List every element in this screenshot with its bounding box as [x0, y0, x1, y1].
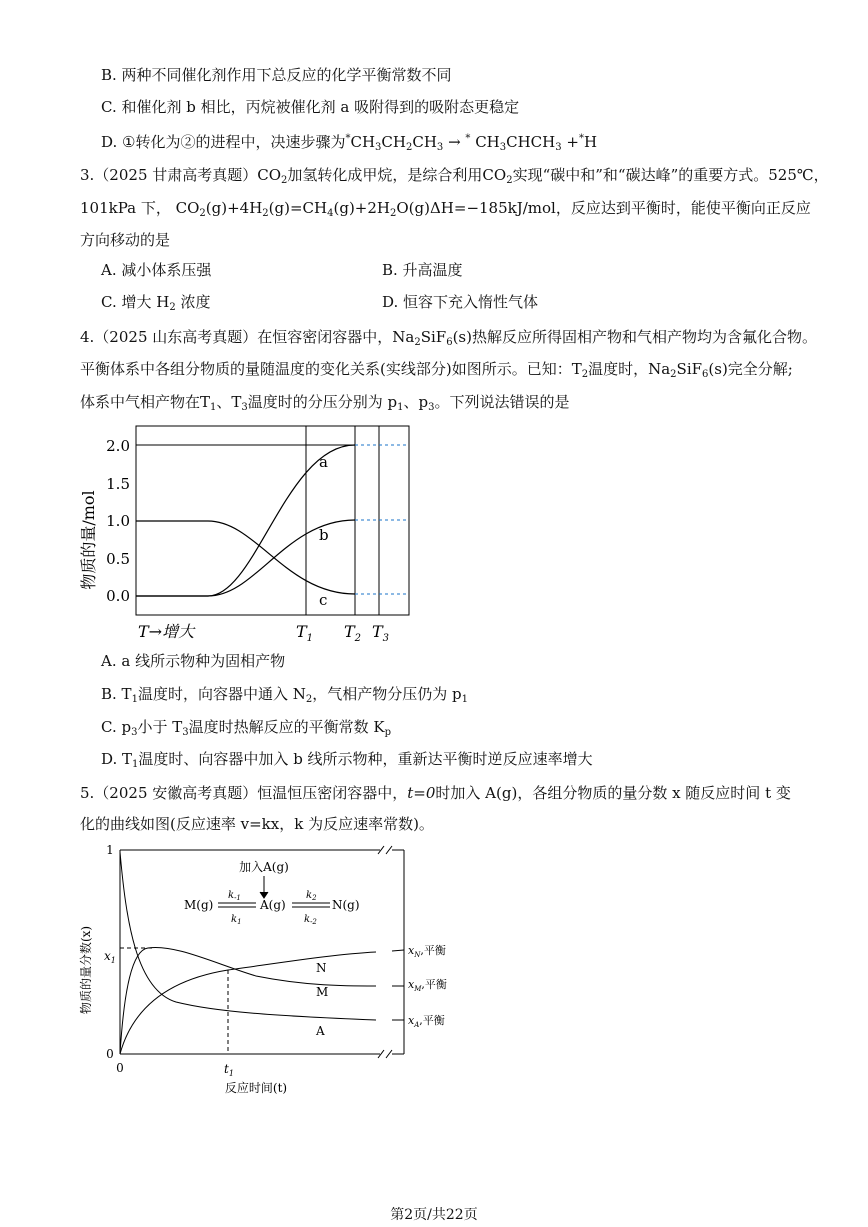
page-footer: 第2页/共22页 — [390, 1207, 478, 1223]
chart2-series-m-line — [120, 947, 376, 1054]
chart2-eq-label-n: $x_N$,平衡 — [408, 944, 446, 959]
chart2-ylabel: 物质的量分数(x) — [79, 925, 93, 1015]
chart2-series-n-label: N — [316, 961, 327, 975]
q4-stem-line1: 4.（2025 山东高考真题）在恒容密闭容器中，$Na_2SiF_6(s)$热解反应所得固相产物和气相产物均为含氟化合物。 — [80, 328, 817, 348]
chart2-xtick-zero: 0 — [116, 1061, 124, 1075]
chart2-scheme-n: N(g) — [332, 898, 360, 912]
chart2-k2: $k_2$ — [306, 890, 317, 902]
q3-option-c: C. 增大 $H_2$ 浓度 — [101, 293, 211, 313]
chart1-ylabel: 物质的量/mol — [79, 490, 98, 590]
q4-stem-line3: 体系中气相产物在$T_1$、$T_3$温度时的分压分别为 $p_1$、$p_3$。下列说法错误的是 — [80, 393, 570, 413]
chart2-eq-label-a: $x_A$,平衡 — [408, 1014, 445, 1029]
q2-option-c: C. 和催化剂 b 相比，丙烷被催化剂 a 吸附得到的吸附态更稳定 — [101, 98, 520, 116]
chart2-series-n-line — [120, 952, 376, 1054]
chart1-xmark-t3: $T_3$ — [372, 622, 390, 644]
chart-mole-fraction-vs-time — [76, 840, 486, 1100]
chart-amount-vs-temperature — [76, 420, 436, 646]
chart2-xlabel: 反应时间(t) — [224, 1081, 288, 1095]
q5-stem-line1: 5.（2025 安徽高考真题）恒温恒压密闭容器中，t=0时加入 A(g)，各组分物质的量分数 x 随反应时间 t 变 — [80, 784, 791, 802]
q3-option-a: A. 减小体系压强 — [101, 261, 212, 279]
chart1-ytick: 1.5 — [106, 475, 130, 493]
q3-stem-line1: 3.（2025 甘肃高考真题）$CO_2$加氢转化成甲烷，是综合利用$CO_2$实现“碳中和”和“碳达峰”的重要方式。525℃， — [80, 166, 829, 186]
chart1-series-a-label: a — [319, 453, 328, 471]
q4-option-b: B. $T_1$温度时，向容器中通入 $N_2$，气相产物分压仍为 $p_1$ — [101, 685, 468, 705]
q2-option-b: B. 两种不同催化剂作用下总反应的化学平衡常数不同 — [101, 66, 452, 84]
chart1-xlabel: T→增大 — [138, 622, 195, 641]
q3-equation: $CO_2(g)+4H_2(g)=CH_4(g)+2H_2O(g)\Delta H=-185kJ$/mol — [175, 199, 556, 219]
chart1-ytick: 2.0 — [106, 437, 130, 455]
chart2-ytick-top: 1 — [106, 843, 114, 857]
q4-option-a: A. a 线所示物种为固相产物 — [101, 652, 286, 670]
chart2-scheme-a: A(g) — [260, 898, 286, 912]
chart1-ytick: 0.0 — [106, 587, 130, 605]
chart2-series-m-label: M — [316, 985, 329, 999]
chart2-k-minus2: $k_{-2}$ — [304, 914, 317, 926]
chart2-k1: $k_1$ — [231, 914, 242, 926]
chart2-t1-label: $t_1$ — [224, 1062, 234, 1078]
chart2-eq-label-m: $x_M$,平衡 — [408, 978, 447, 993]
q4-stem-line2: 平衡体系中各组分物质的量随温度的变化关系(实线部分)如图所示。已知：$T_2$温度时，$Na_2SiF_6(s)$完全分解; — [80, 360, 793, 380]
chart2-series-a-line — [120, 852, 376, 1020]
q2-option-d: D. ①转化为②的进程中，决速步骤为$^*CH_3CH_2CH_3 \to ^*$ $CH_3CHCH_3 +^*H$ — [101, 133, 598, 153]
chart2-scheme-m: M(g) — [184, 898, 214, 912]
chart1-series-b-label: b — [319, 526, 329, 544]
chart2-break-top — [378, 846, 392, 854]
chart1-xmark-t2: $T_2$ — [344, 622, 362, 644]
chart1-xmark-t1: $T_1$ — [296, 622, 314, 644]
chart1-ytick: 0.5 — [106, 550, 130, 568]
q4-option-d: D. $T_1$温度时、向容器中加入 b 线所示物种，重新达平衡时逆反应速率增大 — [101, 750, 593, 770]
q4-option-c: C. $p_3$小于 $T_3$温度时热解反应的平衡常数 $K_p$ — [101, 718, 392, 738]
chart2-x1-label: $x_1$ — [104, 949, 116, 965]
chart1-series-c-label: c — [319, 591, 328, 609]
q3-stem-line2: 101kPa 下， $CO_2(g)+4H_2(g)=CH_4(g)+2H_2O(g)\Delta H=-185kJ$/mol，反应达到平衡时，能使平衡向正反应 — [80, 199, 811, 219]
chart2-series-a-label: A — [316, 1024, 325, 1038]
q5-stem-line2: 化的曲线如图(反应速率 v=kx，k 为反应速率常数)。 — [80, 815, 434, 833]
q3-option-d: D. 恒容下充入惰性气体 — [382, 293, 539, 311]
q3-stem-line3: 方向移动的是 — [80, 231, 171, 249]
chart2-series-n-line-tail — [392, 950, 404, 951]
chart2-add-label: 加入A(g) — [239, 860, 289, 874]
chart2-break-bottom — [378, 1050, 392, 1058]
q3-option-b: B. 升高温度 — [382, 261, 463, 279]
chart2-k-minus1: $k_{-1}$ — [228, 890, 241, 902]
chart2-ytick-zero: 0 — [106, 1047, 114, 1061]
chart1-ytick: 1.0 — [106, 512, 130, 530]
